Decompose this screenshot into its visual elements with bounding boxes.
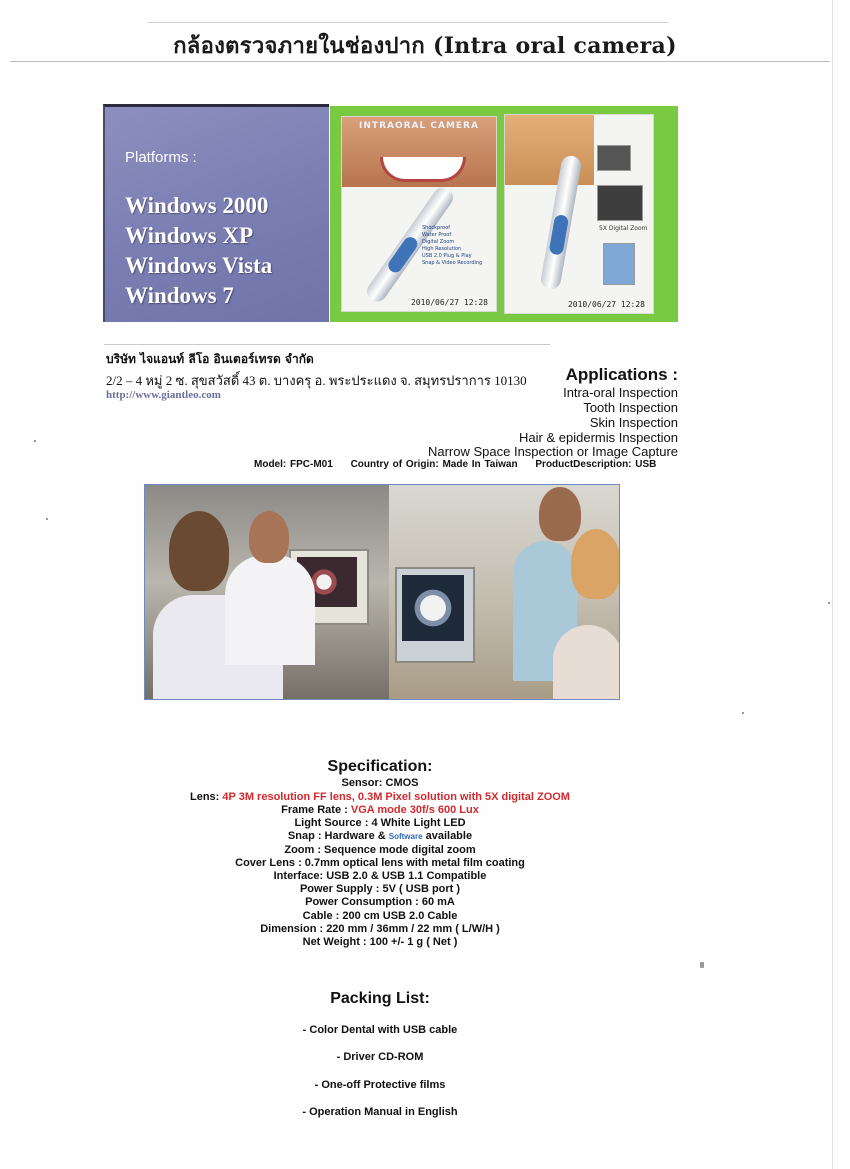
- platforms-panel: [103, 104, 329, 322]
- specification-title: Specification:: [327, 758, 433, 775]
- date-stamp: 2010/06/27 12:28: [410, 298, 488, 307]
- scan-speck: [34, 440, 36, 442]
- packing-item: - Color Dental with USB cable: [302, 1024, 458, 1036]
- user-photo-thumbnail: [603, 243, 635, 285]
- box-caption: 5X Digital Zoom: [599, 225, 648, 232]
- spec-frame-value: VGA mode 30f/s 600 Lux: [350, 804, 479, 816]
- screen-thumbnail: [597, 185, 643, 221]
- company-name: บริษัท ไจแอนท์ ลีโอ อินเตอร์เทรด จำกัด: [106, 352, 314, 366]
- spec-power-supply: Power Supply : 5V ( USB port ): [299, 883, 461, 895]
- spec-interface: Interface: USB 2.0 & USB 1.1 Compatible: [273, 870, 487, 882]
- product-feature-list: [422, 225, 482, 267]
- application-item: Skin Inspection: [589, 415, 678, 430]
- platforms-label: Platforms :: [125, 149, 197, 166]
- platform-windows-7: Windows 7: [125, 283, 234, 308]
- company-rule: [104, 344, 550, 345]
- dentist-figure: [225, 555, 315, 665]
- product-description: ProductDescription: USB: [535, 459, 657, 470]
- spec-net-weight: Net Weight : 100 +/- 1 g ( Net ): [302, 936, 458, 948]
- spec-frame-rate: [0, 804, 760, 816]
- spec-snap: [0, 830, 760, 842]
- feature-item: Shockproof: [422, 225, 451, 231]
- product-box-front: [341, 116, 497, 312]
- spec-power-consumption: Power Consumption : 60 mA: [305, 896, 455, 908]
- smile-image: [380, 157, 466, 182]
- platform-windows-2000: Windows 2000: [125, 193, 269, 218]
- patient-head: [169, 511, 229, 591]
- packing-item: - Driver CD-ROM: [336, 1051, 424, 1063]
- dental-usage-photo: [144, 484, 620, 700]
- feature-item: Snap & Video Recording: [422, 260, 483, 266]
- spec-lens-label: Lens:: [190, 791, 223, 803]
- model-info-line: [254, 459, 656, 470]
- spec-cover-lens: Cover Lens : 0.7mm optical lens with metal film coating: [235, 857, 525, 869]
- photo-left-scene: [145, 485, 389, 700]
- patient-head: [571, 529, 620, 599]
- model-number: Model: FPC-M01: [254, 459, 333, 470]
- spec-lens: [0, 791, 760, 803]
- application-item: Intra-oral Inspection: [563, 385, 678, 400]
- platform-windows-vista: Windows Vista: [125, 253, 273, 278]
- spec-light-source: Light Source : 4 White Light LED: [294, 817, 466, 829]
- dentist-head: [249, 511, 289, 563]
- scan-speck: [742, 712, 744, 714]
- spec-snap-software: Software: [388, 832, 423, 841]
- monitor-screen-image: [402, 575, 464, 641]
- product-box-brand: INTRAORAL CAMERA: [359, 121, 479, 131]
- product-box-back: [504, 114, 654, 314]
- screen-thumbnail: [597, 145, 631, 171]
- feature-item: High Resolution: [422, 246, 462, 252]
- spec-dimension: Dimension : 220 mm / 36mm / 22 mm ( L/W/H ): [260, 923, 500, 935]
- spec-frame-label: Frame Rate :: [281, 804, 351, 816]
- scan-speck: [828, 602, 830, 604]
- title-rule-bottom: [10, 61, 830, 62]
- application-item: Narrow Space Inspection or Image Capture: [427, 444, 678, 459]
- application-item: Tooth Inspection: [583, 400, 678, 415]
- country-of-origin: Country of Origin: Made In Taiwan: [350, 459, 518, 470]
- dentist-head: [539, 487, 581, 541]
- product-image-panel: [330, 106, 678, 322]
- date-stamp: 2010/06/27 12:28: [567, 300, 645, 309]
- spec-sensor: Sensor: CMOS: [341, 777, 419, 789]
- packing-item: - One-off Protective films: [314, 1079, 446, 1091]
- feature-item: USB 2.0 Plug & Play: [422, 253, 472, 259]
- page-title: กล้องตรวจภายในช่องปาก (Intra oral camera): [173, 33, 677, 59]
- spec-cable: Cable : 200 cm USB 2.0 Cable: [302, 910, 458, 922]
- feature-item: Digital Zoom: [422, 239, 455, 245]
- spec-snap-prefix: Snap : Hardware &: [287, 830, 389, 842]
- packing-item: - Operation Manual in English: [302, 1106, 458, 1118]
- feature-item: Water Proof: [422, 232, 452, 238]
- applications-title: Applications :: [565, 365, 678, 384]
- scan-speck: [700, 962, 704, 968]
- spec-zoom: Zoom : Sequence mode digital zoom: [284, 844, 476, 856]
- company-address: 2/2 – 4 หมู่ 2 ซ. สุขสวัสดิ์ 43 ต. บางครุ อ. พระประแดง จ. สมุทรปราการ 10130: [106, 373, 527, 388]
- title-rule-top: [148, 22, 668, 23]
- spec-snap-suffix: available: [422, 830, 473, 842]
- photo-right-scene: [389, 485, 620, 700]
- packing-list-title: Packing List:: [330, 990, 430, 1007]
- product-box-banner: [505, 115, 594, 185]
- scan-speck: [46, 518, 48, 520]
- page-edge-line: [832, 0, 833, 1169]
- monitor-image: [395, 567, 475, 663]
- spec-lens-value: 4P 3M resolution FF lens, 0.3M Pixel solution with 5X digital ZOOM: [222, 791, 570, 803]
- patient-figure: [553, 625, 620, 700]
- platform-windows-xp: Windows XP: [125, 223, 254, 248]
- application-item: Hair & epidermis Inspection: [519, 430, 678, 445]
- company-url[interactable]: http://www.giantleo.com: [106, 389, 221, 401]
